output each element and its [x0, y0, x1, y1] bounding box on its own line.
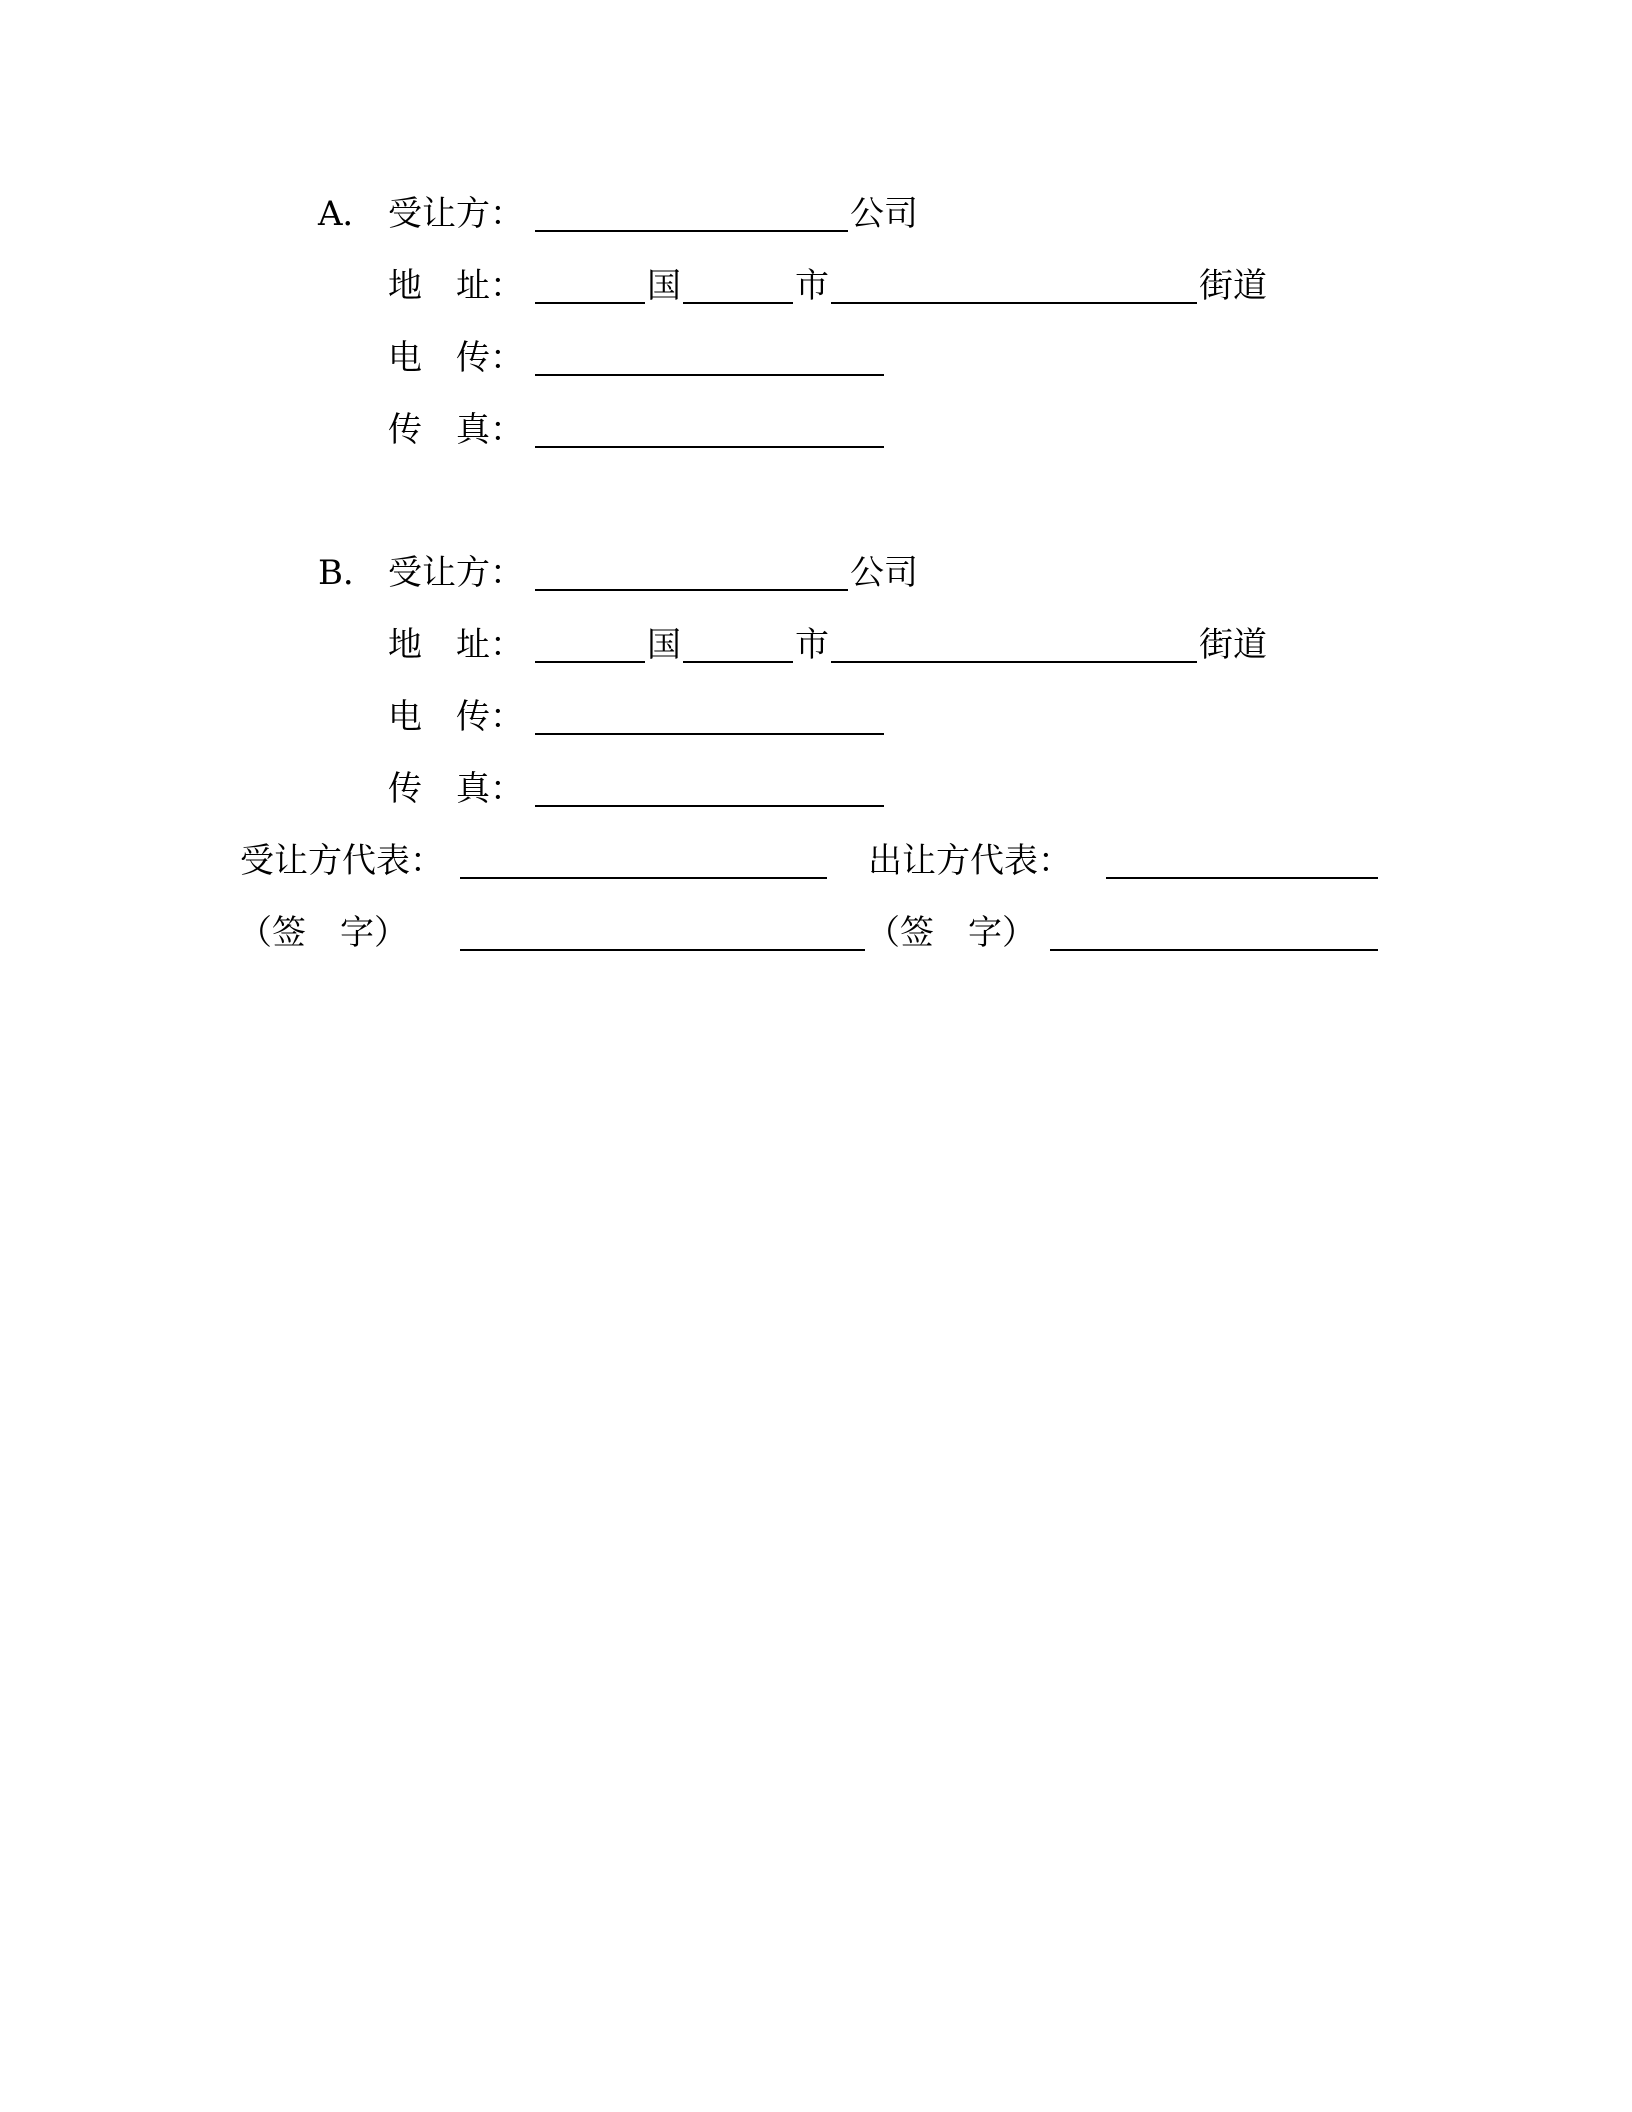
transferee-rep-blank[interactable] — [460, 877, 827, 879]
transferor-rep-blank[interactable] — [1106, 877, 1378, 879]
section-a-telegraph-label: 电 传： — [388, 338, 524, 378]
signature-row — [0, 911, 1632, 955]
sign-label-left: （签 字） — [238, 913, 408, 953]
section-b-transferee-row — [0, 551, 1632, 595]
section-b-country-suffix: 国 — [647, 625, 681, 665]
section-a-street-suffix: 街道 — [1199, 266, 1267, 306]
section-a-address-row — [0, 264, 1632, 308]
transferee-rep-label: 受让方代表： — [240, 841, 444, 881]
section-b-address-label: 地 址： — [388, 625, 524, 665]
section-b-street-suffix: 街道 — [1199, 625, 1267, 665]
section-b-telegraph-row — [0, 695, 1632, 739]
section-b-transferee-label: 受让方： — [388, 553, 524, 593]
section-b-address-row — [0, 623, 1632, 667]
section-a-transferee-label: 受让方： — [388, 194, 524, 234]
section-b-telegraph-blank[interactable] — [535, 733, 884, 735]
section-a-fax-row — [0, 408, 1632, 452]
section-a-transferee-row — [0, 192, 1632, 236]
section-b-city-blank[interactable] — [683, 661, 793, 663]
section-a-country-suffix: 国 — [647, 266, 681, 306]
section-b-company-suffix: 公司 — [850, 553, 918, 593]
section-b-fax-row — [0, 767, 1632, 811]
section-a-company-suffix: 公司 — [850, 194, 918, 234]
section-a-city-blank[interactable] — [683, 302, 793, 304]
section-b-street-blank[interactable] — [831, 661, 1197, 663]
section-b-telegraph-label: 电 传： — [388, 697, 524, 737]
section-a-street-blank[interactable] — [831, 302, 1197, 304]
section-b-marker: B． — [318, 553, 377, 593]
section-a-country-blank[interactable] — [535, 302, 645, 304]
representatives-row — [0, 839, 1632, 883]
section-b-city-suffix: 市 — [795, 625, 829, 665]
section-b-fax-label: 传 真： — [388, 769, 524, 809]
transferor-rep-label: 出让方代表： — [868, 841, 1072, 881]
section-b-fax-blank[interactable] — [535, 805, 884, 807]
section-a-fax-blank[interactable] — [535, 446, 884, 448]
section-a-marker: A． — [318, 194, 377, 234]
section-b-company-blank[interactable] — [535, 589, 848, 591]
sign-label-right: （签 字） — [866, 913, 1036, 953]
section-b-country-blank[interactable] — [535, 661, 645, 663]
section-a-fax-label: 传 真： — [388, 410, 524, 450]
section-a-company-blank[interactable] — [535, 230, 848, 232]
section-a-telegraph-blank[interactable] — [535, 374, 884, 376]
section-a-address-label: 地 址： — [388, 266, 524, 306]
transferee-signature-blank[interactable] — [460, 949, 865, 951]
section-a-city-suffix: 市 — [795, 266, 829, 306]
transferor-signature-blank[interactable] — [1050, 949, 1378, 951]
section-a-telegraph-row — [0, 336, 1632, 380]
